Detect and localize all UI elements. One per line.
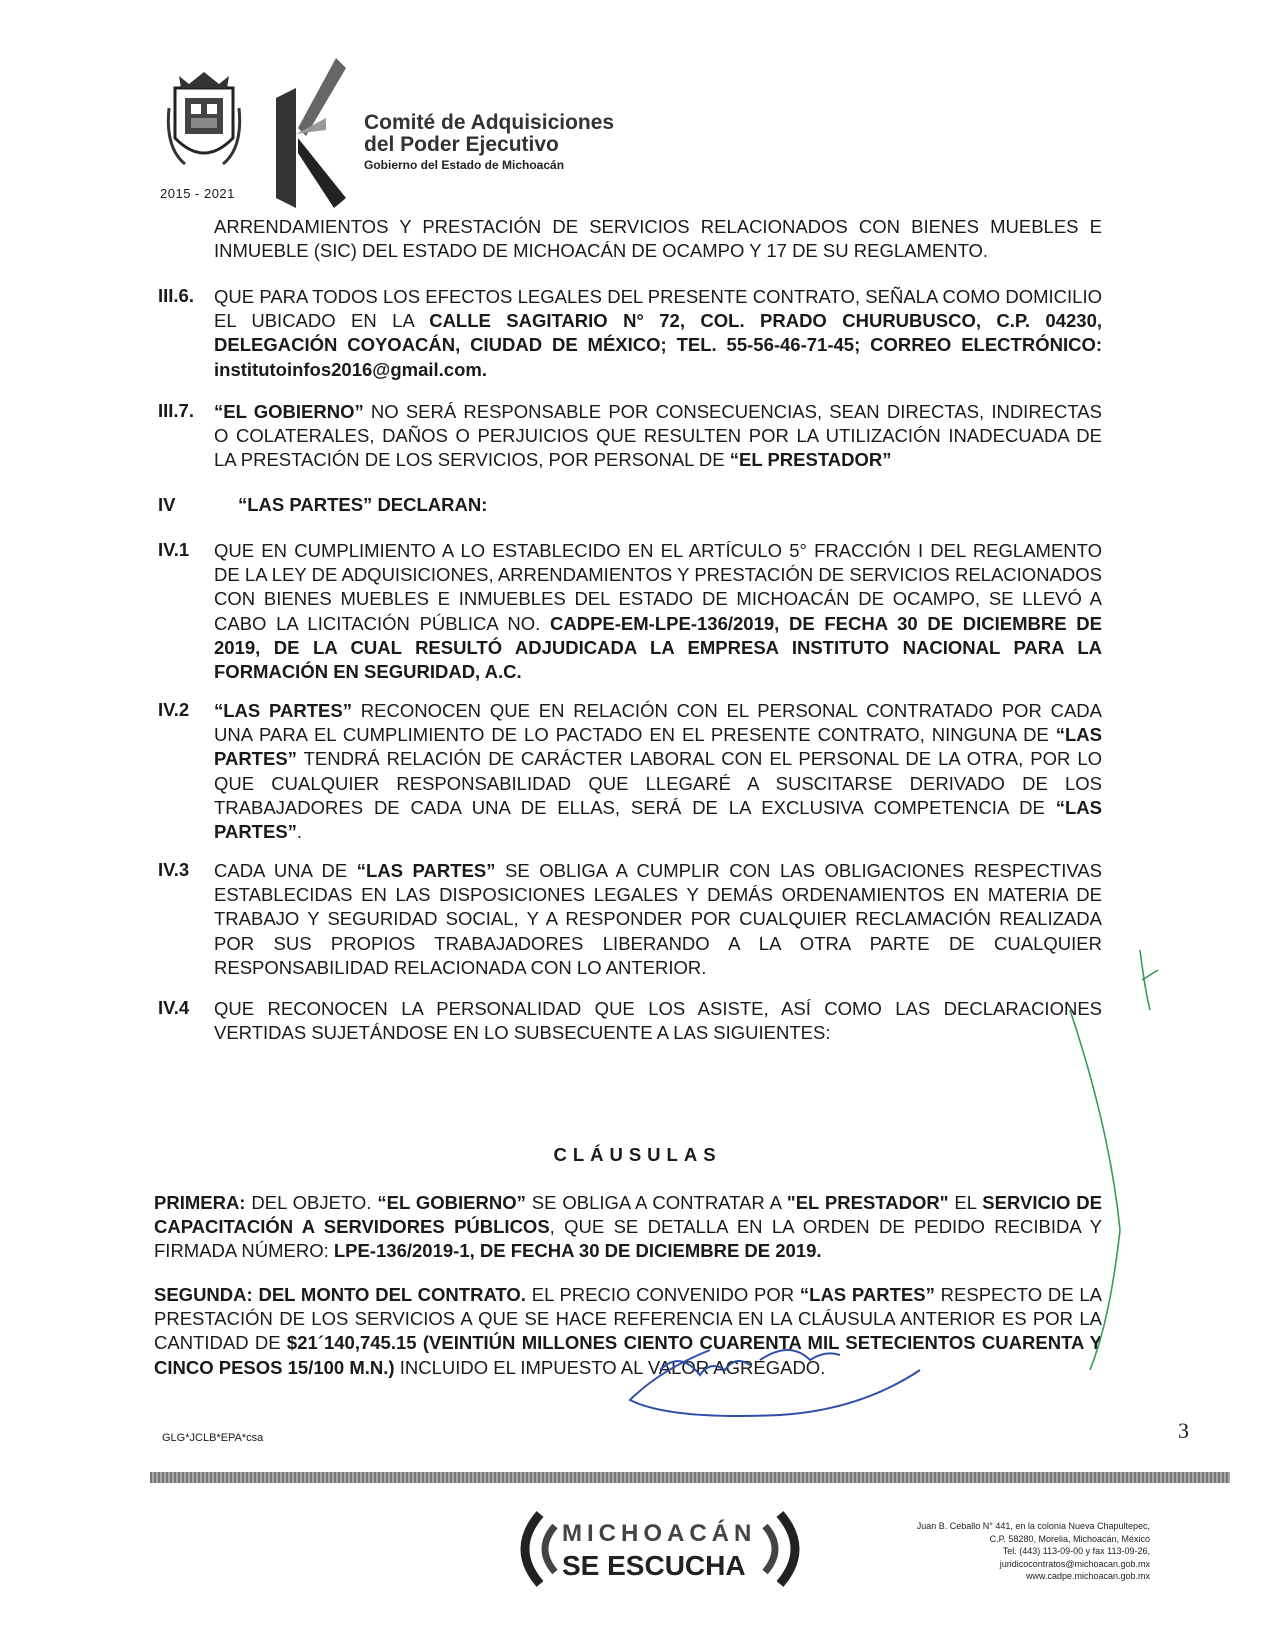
org-line-1: Comité de Adquisiciones xyxy=(364,111,615,134)
logo-line-2: SE ESCUCHA xyxy=(562,1550,746,1581)
continued-paragraph: ARRENDAMIENTOS Y PRESTACIÓN DE SERVICIOS RELACIONADOS CON BIENES MUEBLES E INMUEBLE (SIC) DEL ESTADO DE MICHOACÁN DE OCAMPO Y 17 DE SU REGLAMENTO. xyxy=(214,216,1102,262)
address-line: Juan B. Ceballo N° 441, en la colonia Nueva Chapultepec, xyxy=(916,1521,1150,1531)
section-number: III.7. xyxy=(158,400,194,421)
clause-primera: PRIMERA: DEL OBJETO. “EL GOBIERNO” SE OBLIGA A CONTRATAR A "EL PRESTADOR" EL SERVICIO DE CAPACITACIÓN A SERVIDORES PÚBLICOS, QUE SE DETALLA EN LA ORDEN DE PEDIDO RECIBIDA Y FIRMADA NÚMERO: LPE-136/2019-1, DE FECHA 30 DE DICIEMBRE DE 2019. xyxy=(154,1192,1102,1262)
footer-address xyxy=(870,1520,1150,1583)
section-iv-heading: “LAS PARTES” DECLARAN: xyxy=(238,494,488,515)
section-iv-2: “LAS PARTES” RECONOCEN QUE EN RELACIÓN CON EL PERSONAL CONTRATADO POR CADA UNA PARA EL CUMPLIMIENTO DE LO PACTADO EN EL PRESENTE CONTRATO, NINGUNA DE “LAS PARTES” TENDRÁ RELACIÓN DE CARÁCTER LABORAL CON EL PERSONAL DE LA OTRA, POR LO QUE CUALQUIER RESPONSABILIDAD QUE LLEGARÉ A SUSCITARSE DERIVADO DE LOS TRABAJADORES DE CADA UNA DE ELLAS, SERÁ DE LA EXCLUSIVA COMPETENCIA DE “LAS PARTES”. xyxy=(214,700,1103,843)
address-line: Tel. (443) 113-09-00 y fax 113-09-26, xyxy=(1002,1546,1150,1556)
section-iii-6: QUE PARA TODOS LOS EFECTOS LEGALES DEL PRESENTE CONTRATO, SEÑALA COMO DOMICILIO EL UBICADO EN LA CALLE SAGITARIO N° 72, COL. PRADO CHURUBUSCO, C.P. 04230, DELEGACIÓN COYOACÁN, CIUDAD DE MÉXICO; TEL. 55-56-46-71-45; CORREO ELECTRÓNICO: institutoinfos2016@gmail.com. xyxy=(214,286,1102,380)
section-iv-4: QUE RECONOCEN LA PERSONALIDAD QUE LOS ASISTE, ASÍ COMO LAS DECLARACIONES VERTIDAS SUJETÁNDOSE EN LO SUBSECUENTE A LAS SIGUIENTES: xyxy=(214,998,1102,1044)
address-line: C.P. 58280, Morelia, Michoacán, México xyxy=(989,1533,1150,1544)
address-website: www.cadpe.michoacan.gob.mx xyxy=(1025,1571,1150,1581)
organization-name xyxy=(364,112,614,172)
initials: GLG*JCLB*EPA*csa xyxy=(162,1432,264,1444)
section-iii-7: “EL GOBIERNO” NO SERÁ RESPONSABLE POR CONSECUENCIAS, SEAN DIRECTAS, INDIRECTAS O COLATERALES, DAÑOS O PERJUICIOS QUE RESULTEN POR LA UTILIZACIÓN INADECUADA DE LA PRESTACIÓN DE LOS SERVICIOS, POR PERSONAL DE “EL PRESTADOR” xyxy=(214,401,1102,471)
clausulas-title: CLÁUSULAS xyxy=(553,1144,722,1165)
section-number: IV.1 xyxy=(158,539,190,560)
michoacan-se-escucha-logo xyxy=(500,1498,820,1608)
logo-line-1: MICHOACÁN xyxy=(562,1520,757,1547)
org-line-3: Gobierno del Estado de Michoacán xyxy=(364,158,565,173)
section-number: III.6. xyxy=(158,285,194,306)
section-number: IV.4 xyxy=(158,997,190,1018)
address-email: juridicocontratos@michoacan.gob.mx xyxy=(999,1558,1150,1569)
footer-divider xyxy=(150,1472,1230,1483)
section-iv-1: QUE EN CUMPLIMIENTO A LO ESTABLECIDO EN EL ARTÍCULO 5° FRACCIÓN I DEL REGLAMENTO DE LA LEY DE ADQUISICIONES, ARRENDAMIENTOS Y PRESTACIÓN DE SERVICIOS RELACIONADOS CON BIENES MUEBLES E INMUEBLES DEL ESTADO DE MICHOACÁN DE OCAMPO, SE LLEVÓ A CABO LA LICITACIÓN PÚBLICA NO. CADPE-EM-LPE-136/2019, DE FECHA 30 DE DICIEMBRE DE 2019, DE LA CUAL RESULTÓ ADJUDICADA LA EMPRESA INSTITUTO NACIONAL PARA LA FORMACIÓN EN SEGURIDAD, A.C. xyxy=(214,540,1102,683)
section-number: IV.3 xyxy=(158,859,190,880)
org-line-2: del Poder Ejecutivo xyxy=(364,133,559,157)
state-seal xyxy=(165,68,243,180)
seal-years: 2015 - 2021 xyxy=(160,186,235,201)
section-iv-3: CADA UNA DE “LAS PARTES” SE OBLIGA A CUMPLIR CON LAS OBLIGACIONES RESPECTIVAS ESTABLECIDAS EN LAS DISPOSICIONES LEGALES Y DEMÁS ORDENAMIENTOS EN MATERIA DE TRABAJO Y SEGURIDAD SOCIAL, Y A RESPONDER POR CUALQUIER RECLAMACIÓN REALIZADA POR SUS PROPIOS TRABAJADORES LIBERANDO A LA OTRA PARTE DE CUALQUIER RESPONSABILIDAD RELACIONADA CON LO ANTERIOR. xyxy=(214,860,1103,978)
section-number: IV.2 xyxy=(158,699,190,720)
clause-segunda: SEGUNDA: DEL MONTO DEL CONTRATO. EL PRECIO CONVENIDO POR “LAS PARTES” RESPECTO DE LA PRESTACIÓN DE LOS SERVICIOS A QUE SE HACE REFERENCIA EN LA CLÁUSULA ANTERIOR ES POR LA CANTIDAD DE $21´140,745.15 (VEINTIÚN MILLONES CIENTO CUARENTA MIL SETECIENTOS CUARENTA Y CINCO PESOS 15/100 M.N.) INCLUIDO EL IMPUESTO AL VALOR AGREGADO. xyxy=(154,1284,1102,1378)
page-number: 3 xyxy=(1178,1418,1189,1443)
cadpe-k-logo xyxy=(276,58,346,208)
section-number: IV xyxy=(158,494,176,515)
